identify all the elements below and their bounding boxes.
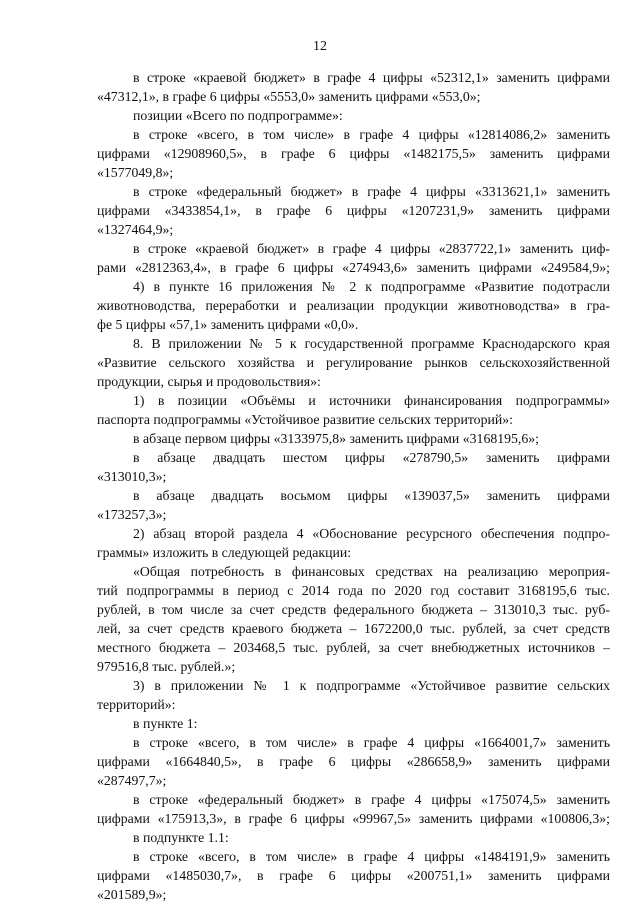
text-line: в пункте 1: — [133, 716, 198, 731]
text-line: 979516,8 тыс. рублей.»; — [97, 659, 236, 674]
text-line: позиции «Всего по подпрограмме»: — [133, 108, 343, 123]
text-line: граммы» изложить в следующей редакции: — [97, 545, 352, 560]
text-line: цифрами «1664840,5», в графе 6 цифры «286658,9» заменить цифрами — [97, 754, 610, 769]
text-line: фе 5 цифры «57,1» заменить цифрами «0,0». — [97, 317, 359, 332]
text-line: 2) абзац второй раздела 4 «Обоснование ресурсного обеспечения подпро- — [133, 526, 610, 541]
text-line: паспорта подпрограммы «Устойчивое развитие сельских территорий»: — [97, 412, 513, 427]
text-line: 8. В приложении № 5 к государственной программе Краснодарского края — [133, 336, 610, 351]
text-line: «313010,3»; — [97, 469, 167, 484]
text-line: тий подпрограммы в период с 2014 года по 2020 год составит 3168195,6 тыс. — [97, 583, 610, 598]
text-line: в строке «краевой бюджет» в графе 4 цифры «2837722,1» заменить циф- — [133, 241, 610, 256]
text-line: рами «2812363,4», в графе 6 цифры «274943,6» заменить цифрами «249584,9»; — [97, 260, 610, 275]
text-line: в абзаце двадцать шестом цифры «278790,5» заменить цифрами — [133, 450, 610, 465]
text-line: продукции, сырья и продовольствия»: — [97, 374, 321, 389]
text-line: рублей, в том числе за счет средств федерального бюджета – 313010,3 тыс. руб- — [97, 602, 610, 617]
text-line: животноводства, переработки и реализации продукции животноводства» в гра- — [97, 298, 610, 313]
document-body — [97, 68, 610, 904]
text-line: лей, за счет средств краевого бюджета – 1672200,0 тыс. рублей, за счет средств — [97, 621, 610, 636]
text-line: цифрами «3433854,1», в графе 6 цифры «1207231,9» заменить цифрами — [97, 203, 610, 218]
text-line: «287497,7»; — [97, 773, 167, 788]
text-line: в строке «федеральный бюджет» в графе 4 цифры «3313621,1» заменить — [133, 184, 610, 199]
text-line: «201589,9»; — [97, 887, 167, 902]
text-line: «1327464,9»; — [97, 222, 174, 237]
text-line: в строке «всего, в том числе» в графе 4 цифры «12814086,2» заменить — [133, 127, 610, 142]
text-line: «173257,3»; — [97, 507, 167, 522]
text-line: в абзаце первом цифры «3133975,8» заменить цифрами «3168195,6»; — [133, 431, 540, 446]
text-line: в абзаце двадцать восьмом цифры «139037,5» заменить цифрами — [133, 488, 610, 503]
text-line: «47312,1», в графе 6 цифры «5553,0» заменить цифрами «553,0»; — [97, 89, 481, 104]
text-line: 4) в пункте 16 приложения № 2 к подпрограмме «Развитие подотрасли — [133, 279, 610, 294]
text-line: в подпункте 1.1: — [133, 830, 229, 845]
text-line: местного бюджета – 203468,5 тыс. рублей, за счет внебюджетных источников – — [97, 640, 610, 655]
text-line: цифрами «175913,3», в графе 6 цифры «99967,5» заменить цифрами «100806,3»; — [97, 811, 610, 826]
text-line: территорий»: — [97, 697, 176, 712]
text-line: цифрами «1485030,7», в графе 6 цифры «200751,1» заменить цифрами — [97, 868, 610, 883]
text-line: в строке «краевой бюджет» в графе 4 цифры «52312,1» заменить цифрами — [133, 70, 610, 85]
text-line: 3) в приложении № 1 к подпрограмме «Устойчивое развитие сельских — [133, 678, 610, 693]
text-line: 1) в позиции «Объёмы и источники финансирования подпрограммы» — [133, 393, 610, 408]
text-line: «Общая потребность в финансовых средствах на реализацию мероприя- — [133, 564, 610, 579]
text-line: в строке «всего, в том числе» в графе 4 цифры «1484191,9» заменить — [133, 849, 610, 864]
page-number: 12 — [313, 39, 327, 54]
text-line: цифрами «12908960,5», в графе 6 цифры «1482175,5» заменить цифрами — [97, 146, 610, 161]
text-line: «1577049,8»; — [97, 165, 174, 180]
text-line: «Развитие сельского хозяйства и регулирование рынков сельскохозяйственной — [97, 355, 610, 370]
text-line: в строке «всего, в том числе» в графе 4 цифры «1664001,7» заменить — [133, 735, 610, 750]
text-line: в строке «федеральный бюджет» в графе 4 цифры «175074,5» заменить — [133, 792, 610, 807]
